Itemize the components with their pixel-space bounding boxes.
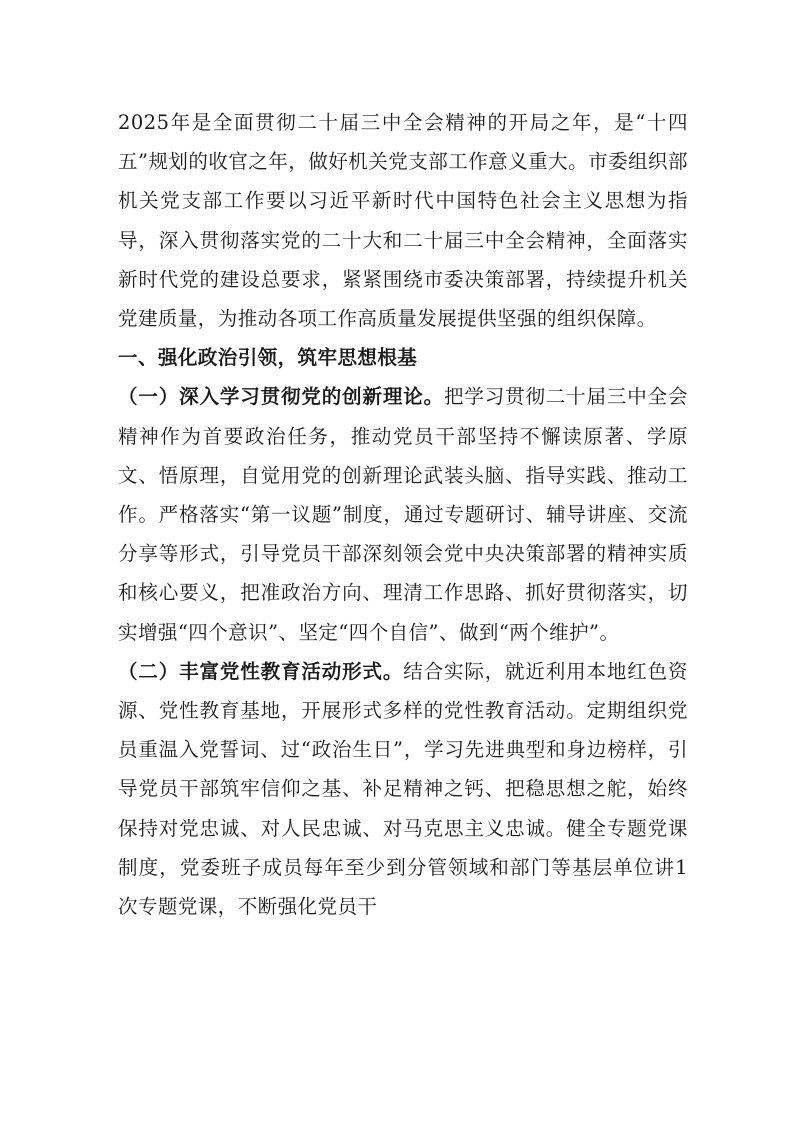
subsection-1-title: （一）深入学习贯彻党的创新理论。 bbox=[118, 385, 444, 409]
document-body bbox=[118, 103, 688, 926]
subsection-2-body: 结合实际，就近利用本地红色资源、党性教育基地，开展形式多样的党性教育活动。定期组织党员重温入党誓词、过“政治生日”，学习先进典型和身边榜样，引导党员干部筑牢信仰之基、补足精神之钙、把稳思想之舵，始终保持对党忠诚、对人民忠诚、对马克思主义忠诚。健全专题党课制度，党委班子成员每年至少到分管领域和部门等基层单位讲1次专题党课，不断强化党员干 bbox=[118, 659, 688, 919]
subsection-2-title: （二）丰富党性教育活动形式。 bbox=[118, 659, 404, 683]
subsection-1-body: 把学习贯彻二十届三中全会精神作为首要政治任务，推动党员干部坚持不懈读原著、学原文、悟原理，自觉用党的创新理论武装头脑、指导实践、推动工作。严格落实“第一议题”制度，通过专题研讨、辅导讲座、交流分享等形式，引导党员干部深刻领会党中央决策部署的精神实质和核心要义，把准政治方向、理清工作思路、抓好贯彻落实，切实增强“四个意识”、坚定“四个自信”、做到“两个维护”。 bbox=[118, 385, 688, 644]
subsection-1-paragraph bbox=[118, 377, 688, 651]
intro-paragraph: 2025年是全面贯彻二十届三中全会精神的开局之年，是“十四五”规划的收官之年，做好机关党支部工作意义重大。市委组织部机关党支部工作要以习近平新时代中国特色社会主义思想为指导，深入贯彻落实党的二十大和二十届三中全会精神，全面落实新时代党的建设总要求，紧紧围绕市委决策部署，持续提升机关党建质量，为推动各项工作高质量发展提供坚强的组织保障。 bbox=[118, 111, 688, 331]
section-heading: 一、强化政治引领，筑牢思想根基 bbox=[118, 346, 418, 370]
subsection-2-paragraph bbox=[118, 652, 688, 926]
